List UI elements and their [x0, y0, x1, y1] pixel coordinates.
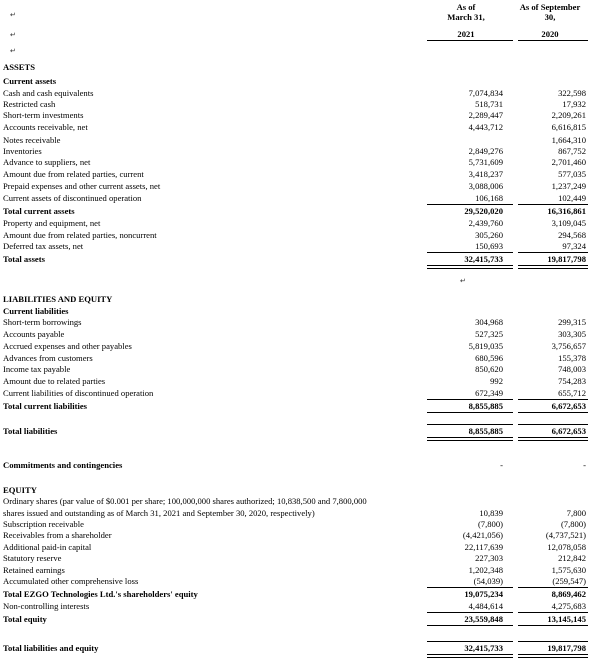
table-row	[0, 241, 589, 251]
subtotal-rule	[427, 641, 513, 642]
table-row	[0, 193, 589, 203]
col2-header-underline	[518, 40, 588, 41]
subtotal-rule	[427, 412, 513, 413]
row-value-2021: 5,819,035	[468, 341, 503, 351]
row-label: Total EZGO Technologies Ltd.'s shareholders' equity	[3, 589, 198, 599]
row-value-2020: 7,800	[566, 508, 586, 518]
subtotal-rule	[427, 424, 513, 425]
row-label: Amount due to related parties	[3, 376, 106, 386]
row-label: shares issued and outstanding as of March 31, 2021 and September 30, 2020, respectively)	[3, 508, 315, 518]
row-value-2021: 518,731	[475, 99, 503, 109]
table-row	[0, 388, 589, 398]
row-value-2020: 2,209,261	[551, 110, 586, 120]
col1-header-year: 2021	[457, 29, 475, 39]
row-label: Advance to suppliers, net	[3, 157, 91, 167]
row-value-2021: -	[500, 460, 503, 470]
subtotal-rule	[518, 625, 588, 626]
subtotal-rule	[427, 399, 513, 400]
subtotal-rule	[518, 612, 588, 613]
row-label: Commitments and contingencies	[3, 460, 123, 470]
row-label: Total current liabilities	[3, 401, 88, 411]
row-value-2021: 3,088,006	[468, 181, 503, 191]
row-label: LIABILITIES AND EQUITY	[3, 294, 113, 304]
table-row	[0, 565, 589, 575]
row-label: Accrued expenses and other payables	[3, 341, 132, 351]
row-label: Inventories	[3, 146, 42, 156]
row-value-2020: 1,575,630	[551, 565, 586, 575]
row-label: Amount due from related parties, current	[3, 169, 144, 179]
paragraph-mark-icon: ↵	[460, 277, 466, 285]
row-label: Accumulated other comprehensive loss	[3, 576, 139, 586]
row-value-2021: 7,074,834	[468, 88, 503, 98]
table-row	[0, 146, 589, 156]
row-label: Deferred tax assets, net	[3, 241, 84, 251]
row-value-2021: 10,839	[479, 508, 503, 518]
row-value-2021: 4,484,614	[468, 601, 503, 611]
table-row	[0, 230, 589, 240]
row-label: Current assets of discontinued operation	[3, 193, 142, 203]
row-value-2020: 8,869,462	[551, 589, 586, 599]
row-value-2020: 16,316,861	[547, 206, 586, 216]
row-value-2020: 1,664,310	[551, 135, 586, 145]
subtotal-rule	[518, 424, 588, 425]
row-label: Notes receivable	[3, 135, 61, 145]
table-row	[0, 99, 589, 109]
row-value-2020: (4,737,521)	[545, 530, 586, 540]
paragraph-mark-icon: ↵	[10, 11, 16, 19]
table-row	[0, 88, 589, 98]
row-value-2021: 32,415,733	[464, 254, 503, 264]
table-row	[0, 206, 589, 216]
row-value-2021: 4,443,712	[468, 122, 503, 132]
total-double-rule	[427, 437, 513, 441]
subtotal-rule	[427, 252, 513, 253]
row-value-2020: (7,800)	[560, 519, 586, 529]
row-value-2021: 32,415,733	[464, 643, 503, 653]
table-row	[0, 135, 589, 145]
table-row	[0, 376, 589, 386]
subtotal-rule	[518, 204, 588, 205]
row-value-2020: 748,003	[558, 364, 586, 374]
row-label: Accounts receivable, net	[3, 122, 88, 132]
row-value-2021: 227,303	[475, 553, 503, 563]
row-value-2020: 867,752	[558, 146, 586, 156]
row-value-2021: 8,855,885	[468, 426, 503, 436]
row-value-2020: 102,449	[558, 193, 586, 203]
row-label: Statutory reserve	[3, 553, 62, 563]
row-label: Current liabilities	[3, 306, 69, 316]
table-row	[0, 542, 589, 552]
row-value-2020: 303,305	[558, 329, 586, 339]
table-row	[0, 643, 589, 653]
row-label: Retained earnings	[3, 565, 65, 575]
row-value-2020: 294,568	[558, 230, 586, 240]
row-value-2021: (7,800)	[477, 519, 503, 529]
row-value-2020: 6,672,653	[551, 426, 586, 436]
table-row	[0, 76, 589, 86]
col2-header-line1: As of September	[519, 2, 581, 12]
row-value-2020: 97,324	[562, 241, 586, 251]
row-value-2020: 212,842	[558, 553, 586, 563]
subtotal-rule	[518, 641, 588, 642]
row-label: Ordinary shares (par value of $0.001 per share; 100,000,000 shares authorized; 10,838,500 and 7,800,000	[3, 496, 367, 506]
row-value-2020: 19,817,798	[547, 254, 586, 264]
table-row	[0, 157, 589, 167]
row-value-2020: 4,275,683	[551, 601, 586, 611]
row-value-2021: 2,289,447	[468, 110, 503, 120]
row-label: Income tax payable	[3, 364, 71, 374]
row-label: Amount due from related parties, noncurrent	[3, 230, 157, 240]
row-label: Receivables from a shareholder	[3, 530, 112, 540]
table-row	[0, 122, 589, 132]
table-row	[0, 496, 589, 506]
table-row	[0, 294, 589, 304]
col2-header-year: 2020	[541, 29, 559, 39]
table-row	[0, 460, 589, 470]
row-value-2020: 322,598	[558, 88, 586, 98]
row-value-2021: 2,439,760	[468, 218, 503, 228]
total-double-rule	[427, 265, 513, 269]
table-row	[0, 181, 589, 191]
row-value-2020: 17,932	[562, 99, 586, 109]
row-value-2020: 577,035	[558, 169, 586, 179]
row-value-2020: 655,712	[558, 388, 586, 398]
table-row	[0, 353, 589, 363]
row-label: Prepaid expenses and other current assets, net	[3, 181, 161, 191]
total-double-rule	[427, 654, 513, 658]
row-label: Advances from customers	[3, 353, 93, 363]
table-row	[0, 254, 589, 264]
row-label: Restricted cash	[3, 99, 56, 109]
row-label: Non-controlling interests	[3, 601, 90, 611]
total-double-rule	[518, 265, 588, 269]
row-value-2020: 3,756,657	[551, 341, 586, 351]
row-label: Total liabilities	[3, 426, 58, 436]
subtotal-rule	[518, 399, 588, 400]
row-value-2021: 672,349	[475, 388, 503, 398]
row-label: EQUITY	[3, 485, 37, 495]
total-double-rule	[518, 437, 588, 441]
table-row	[0, 508, 589, 518]
row-value-2020: 3,109,045	[551, 218, 586, 228]
table-row	[0, 576, 589, 586]
table-row	[0, 601, 589, 611]
row-value-2021: 850,620	[475, 364, 503, 374]
col2-header-line2: 30,	[544, 12, 556, 22]
row-value-2021: 3,418,237	[468, 169, 503, 179]
row-value-2021: 992	[490, 376, 503, 386]
table-row	[0, 589, 589, 599]
subtotal-rule	[427, 587, 513, 588]
row-label: Current assets	[3, 76, 57, 86]
table-row	[0, 62, 589, 72]
col1-header-line2: March 31,	[447, 12, 485, 22]
table-row	[0, 426, 589, 436]
row-label: Cash and cash equivalents	[3, 88, 94, 98]
paragraph-mark-icon: ↵	[10, 31, 16, 39]
row-value-2021: 29,520,020	[464, 206, 503, 216]
subtotal-rule	[518, 252, 588, 253]
row-value-2020: 6,616,815	[551, 122, 586, 132]
row-value-2020: 1,237,249	[551, 181, 586, 191]
row-label: Total assets	[3, 254, 45, 264]
row-value-2021: 5,731,609	[468, 157, 503, 167]
total-double-rule	[518, 654, 588, 658]
row-value-2020: 155,378	[558, 353, 586, 363]
row-value-2020: 6,672,653	[551, 401, 586, 411]
row-value-2021: 8,855,885	[468, 401, 503, 411]
col1-header-line1: As of	[456, 2, 476, 12]
table-row	[0, 530, 589, 540]
row-label: Total current assets	[3, 206, 75, 216]
row-value-2020: -	[583, 460, 586, 470]
table-row	[0, 553, 589, 563]
row-label: Short-term investments	[3, 110, 84, 120]
row-value-2021: (4,421,056)	[462, 530, 503, 540]
row-value-2021: 150,693	[475, 241, 503, 251]
table-row	[0, 519, 589, 529]
subtotal-rule	[427, 612, 513, 613]
table-row	[0, 317, 589, 327]
row-value-2021: 1,202,348	[468, 565, 503, 575]
row-value-2020: 754,283	[558, 376, 586, 386]
subtotal-rule	[427, 625, 513, 626]
row-value-2021: 304,968	[475, 317, 503, 327]
row-value-2021: 527,325	[475, 329, 503, 339]
row-value-2020: 299,315	[558, 317, 586, 327]
table-row	[0, 614, 589, 624]
row-label: Total liabilities and equity	[3, 643, 99, 653]
row-value-2021: 305,260	[475, 230, 503, 240]
row-value-2021: (54,039)	[473, 576, 503, 586]
table-row	[0, 364, 589, 374]
subtotal-rule	[518, 412, 588, 413]
subtotal-rule	[518, 587, 588, 588]
row-value-2021: 22,117,639	[464, 542, 503, 552]
row-label: Total equity	[3, 614, 47, 624]
row-value-2020: 13,145,145	[547, 614, 586, 624]
table-row	[0, 306, 589, 316]
row-value-2021: 19,075,234	[464, 589, 503, 599]
table-row	[0, 218, 589, 228]
row-value-2020: 2,701,460	[551, 157, 586, 167]
row-value-2020: 19,817,798	[547, 643, 586, 653]
row-label: Property and equipment, net	[3, 218, 101, 228]
row-label: Subscription receivable	[3, 519, 84, 529]
table-row	[0, 329, 589, 339]
row-label: ASSETS	[3, 62, 36, 72]
row-value-2021: 106,168	[475, 193, 503, 203]
table-row	[0, 110, 589, 120]
row-label: Accounts payable	[3, 329, 65, 339]
paragraph-mark-icon: ↵	[10, 47, 16, 55]
row-value-2021: 2,849,276	[468, 146, 503, 156]
row-label: Short-term borrowings	[3, 317, 82, 327]
row-value-2020: 12,078,058	[547, 542, 586, 552]
row-value-2021: 23,559,848	[464, 614, 503, 624]
row-value-2021: 680,596	[475, 353, 503, 363]
col1-header-underline	[427, 40, 513, 41]
row-label: Additional paid-in capital	[3, 542, 92, 552]
row-value-2020: (259,547)	[552, 576, 586, 586]
row-label: Current liabilities of discontinued operation	[3, 388, 154, 398]
table-row	[0, 169, 589, 179]
table-row	[0, 485, 589, 495]
table-row	[0, 401, 589, 411]
table-row	[0, 341, 589, 351]
subtotal-rule	[427, 204, 513, 205]
